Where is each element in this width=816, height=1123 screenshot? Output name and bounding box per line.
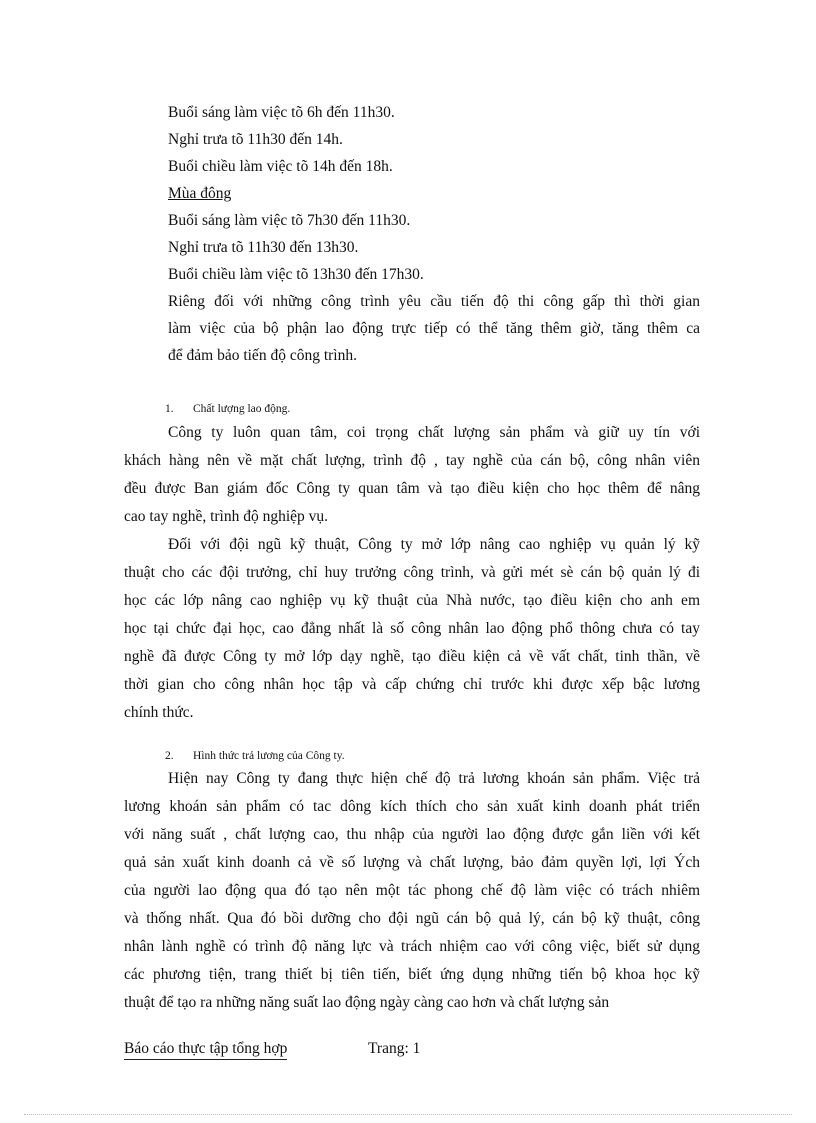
section-2-number: 2. [165,750,174,762]
section-1-title: Chất lượng lao động. [193,403,291,415]
paragraph-line: lương khoán sản phẩm có tac dông kích thích cho sản xuất kinh doanh phát triển [124,798,700,815]
paragraph-line: thuật để tạo ra những năng suất lao động ngày càng cao hơn và chất lượng sản [124,994,610,1011]
paragraph-line: đều được Ban giám đốc Công ty quan tâm và tạo điều kiện cho học thêm để nâng [124,480,700,497]
paragraph-line: Hiện nay Công ty đang thực hiện chế độ trả lương khoán sản phẩm. Việc trả [168,770,700,787]
summer-afternoon-line: Buổi chiều làm việc tõ 14h đến 18h. [168,158,393,175]
section-2-heading [165,749,345,763]
summer-morning-line: Buổi sáng làm việc tõ 6h đến 11h30. [168,104,395,121]
note-line: để đảm bảo tiến độ công trình. [168,347,357,364]
winter-afternoon-line: Buổi chiều làm việc tõ 13h30 đến 17h30. [168,266,424,283]
paragraph-line: học tại chức đại học, cao đẳng nhất là số công nhân lao động phổ thông chưa có tay [124,620,700,637]
note-line: làm việc của bộ phận lao động trực tiếp có thể tăng thêm giờ, tăng thêm ca [168,320,700,337]
paragraph-line: cao tay nghề, trình độ nghiệp vụ. [124,508,329,525]
winter-noon-line: Nghỉ trưa tõ 11h30 đến 13h30. [168,239,359,256]
section-1-number: 1. [165,403,174,415]
note-line: Riêng đối với những công trình yêu cầu tiến độ thi công gấp thì thời gian [168,293,700,310]
paragraph-line: nhân lành nghề có trình độ năng lực và trách nhiệm cao với công việc, biết sử dụng [124,938,700,955]
paragraph-line: Công ty luôn quan tâm, coi trọng chất lượng sản phẩm và giữ uy tín với [168,424,700,441]
paragraph-line: quả sản xuất kinh doanh cả về số lượng và chất lượng, bảo đảm quyền lợi, lợi Ých [124,854,700,871]
summer-noon-line: Nghỉ trưa tõ 11h30 đến 14h. [168,131,343,148]
section-1-heading [165,402,290,416]
paragraph-line: thuật cho các đội trưởng, chỉ huy trưởng công trình, và gửi mét sè cán bộ quản lý đi [124,564,700,581]
footer-report-title: Báo cáo thực tập tổng hợp [124,1040,287,1060]
paragraph-line: nghề đã được Công ty mở lớp dạy nghề, tạo điều kiện cả về vất chất, tinh thần, về [124,648,700,665]
paragraph-line: với năng suất , chất lượng cao, thu nhập của người lao động được gắn liền với kết [124,826,700,843]
winter-morning-line: Buổi sáng làm việc tõ 7h30 đến 11h30. [168,212,411,229]
paragraph-line: học các lớp nâng cao nghiệp vụ kỹ thuật của Nhà nước, tạo điều kiện cho anh em [124,592,700,609]
section-2-title: Hình thức trả lương của Công ty. [193,750,345,762]
page-bottom-divider [24,1114,792,1115]
paragraph-line: của người lao động qua đó tạo nên một tác phong chế độ làm việc có trách nhiêm [124,882,700,899]
paragraph-line: các phương tiện, trang thiết bị tiên tiến, biết ứng dụng những tiến bộ khoa học kỹ [124,966,700,983]
paragraph-line: chính thức. [124,704,194,721]
footer-page-number: Trang: 1 [368,1040,421,1057]
winter-heading: Mùa đông [168,185,232,202]
paragraph-line: khách hàng nên về mặt chất lượng, trình độ , tay nghề của cán bộ, công nhân viên [124,452,700,469]
paragraph-line: Đối với đội ngũ kỹ thuật, Công ty mở lớp nâng cao nghiệp vụ quản lý kỹ [168,536,700,553]
paragraph-line: và thống nhất. Qua đó bồi dưỡng cho đội ngũ cán bộ quả lý, cán bộ kỹ thuật, công [124,910,700,927]
paragraph-line: thời gian cho công nhân học tập và cấp chứng chỉ trước khi được xếp bậc lương [124,676,700,693]
